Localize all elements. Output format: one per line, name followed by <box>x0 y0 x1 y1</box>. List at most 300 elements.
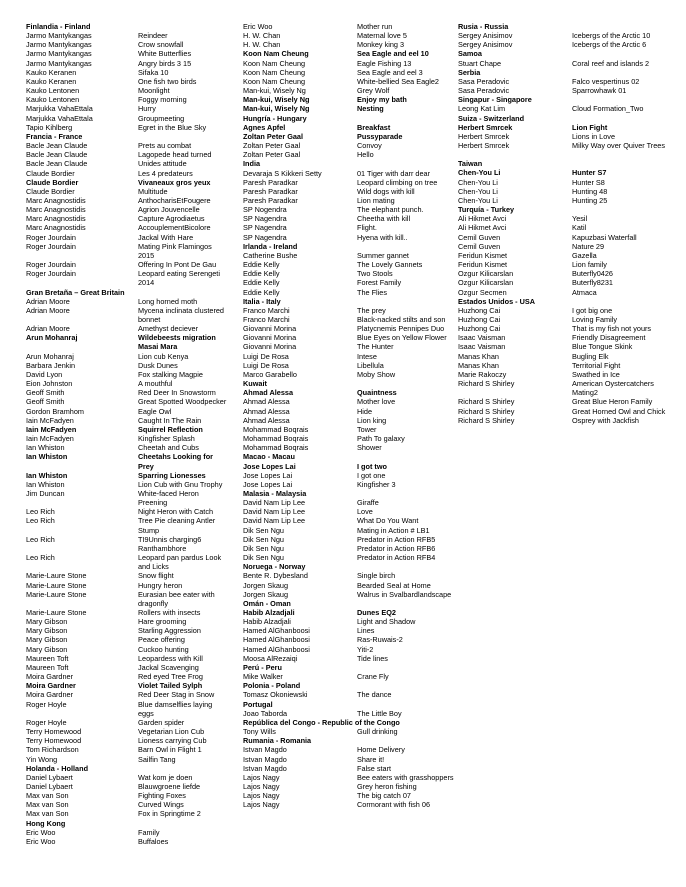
author-name: Devaraja S Kikkeri Setty <box>243 168 322 178</box>
photo-title: Tide lines <box>357 653 388 663</box>
entry-row <box>458 132 676 141</box>
author-name: Marc Anagnostidis <box>26 223 86 233</box>
author-name: Jarmo Mantykangas <box>26 58 92 68</box>
author-name: Huzhong Cai <box>458 324 501 334</box>
photo-title: Light and Shadow <box>357 617 416 627</box>
entry-row <box>26 452 231 470</box>
author-name: Jose Lopes Lai <box>243 479 293 489</box>
country-name: Taiwan <box>458 159 483 169</box>
entry-row <box>243 516 458 525</box>
country-heading <box>458 114 676 123</box>
entry-row <box>26 626 231 635</box>
author-name: Man-kui, Wisely Ng <box>243 95 310 105</box>
entry-row <box>458 31 676 40</box>
photo-title: I got two <box>357 461 387 471</box>
entry-row <box>26 654 231 663</box>
author-name: Eddie Kelly <box>243 260 280 270</box>
country-name: Serbia <box>458 67 481 77</box>
author-name: Ahmad Alessa <box>243 388 294 398</box>
photo-title: White-bellied Sea Eagle2 <box>357 76 439 86</box>
photo-title <box>357 663 458 672</box>
entry-row <box>458 352 676 361</box>
entry-row <box>243 407 458 416</box>
author-name: Gordon Bramhom <box>26 406 84 416</box>
photo-title: Falco vespertinus 02 <box>572 76 640 86</box>
photo-title: Leopard pan pardus Look and Licks <box>138 553 222 572</box>
entry-row <box>243 95 458 104</box>
photo-title: Fox stalking Magpie <box>138 369 203 379</box>
photo-title: Eagle Owl <box>138 406 172 416</box>
author-name: Jarmo Mantykangas <box>26 40 92 50</box>
entry-row <box>243 425 458 434</box>
photo-title: Icebergs of the Arctic 6 <box>572 40 647 50</box>
author-name: Tomasz Okoniewski <box>243 690 308 700</box>
photo-title: Share it! <box>357 754 385 764</box>
photo-title: Lion king <box>357 415 387 425</box>
entry-row <box>243 123 458 132</box>
author-name: Huzhong Cai <box>458 314 501 324</box>
author-name: Joao Taborda <box>243 708 288 718</box>
photo-title: Intese <box>357 351 377 361</box>
photo-title: Convoy <box>357 141 382 151</box>
entry-row <box>26 370 231 379</box>
author-name: Dik Sen Ngu <box>243 534 284 544</box>
entry-row <box>26 214 231 223</box>
country-name: Gran Bretaña – Great Britain <box>26 287 125 297</box>
entry-row <box>26 159 231 168</box>
entry-row <box>243 526 458 535</box>
photo-title: Mycena inclinata clustered bonnet <box>138 305 224 324</box>
photo-title: Caught In The Rain <box>138 415 202 425</box>
photo-title: Red Deer In Snowstorm <box>138 388 216 398</box>
author-name: Roger Jourdain <box>26 269 76 279</box>
entry-row <box>458 77 676 86</box>
entry-row <box>458 397 676 406</box>
entry-row <box>26 791 231 800</box>
photo-title: Summer gannet <box>357 250 409 260</box>
author-name: Marco Garabello <box>243 369 297 379</box>
photo-title: Eagle Fishing 13 <box>357 58 412 68</box>
author-name: Claude Bordier <box>26 177 79 187</box>
photo-title <box>138 22 231 31</box>
country-heading <box>26 764 231 773</box>
photo-title: Sparrowhawk 01 <box>572 86 627 96</box>
photo-title: Fox in Springtime 2 <box>138 809 201 819</box>
photo-title <box>357 736 458 745</box>
entry-row <box>26 480 231 489</box>
photo-title: Multitude <box>138 186 168 196</box>
author-name: David Nam Lip Lee <box>243 498 306 508</box>
photo-title: The dance <box>357 690 392 700</box>
photo-title <box>357 700 458 709</box>
spacer <box>458 150 676 159</box>
photo-title: Groupmeeting <box>138 113 185 123</box>
author-name: Roger Jourdain <box>26 232 76 242</box>
entry-row <box>243 223 458 232</box>
entry-row <box>26 333 231 342</box>
photo-title <box>138 288 231 297</box>
author-name <box>26 342 138 351</box>
entry-row <box>243 626 458 635</box>
country-heading <box>26 288 231 297</box>
author-name: Giovanni Morina <box>243 333 297 343</box>
country-name: Macao - Macau <box>243 452 295 462</box>
entry-row <box>243 77 458 86</box>
photo-title: Leopard climbing on tree <box>357 177 438 187</box>
entry-row <box>458 168 676 177</box>
photo-title: Quaintness <box>357 388 397 398</box>
photo-title <box>572 159 676 168</box>
author-name: Eddie Kelly <box>243 287 280 297</box>
author-name: Kauko Keranen <box>26 76 77 86</box>
entry-row <box>243 544 458 553</box>
entry-row <box>26 828 231 837</box>
entry-row <box>243 608 458 617</box>
author-name: Kauko Lentonen <box>26 86 80 96</box>
photo-title <box>357 452 458 461</box>
author-name: Terry Homewood <box>26 727 82 737</box>
author-name: Paresh Paradkar <box>243 177 298 187</box>
author-name: Iain McFadyen <box>26 434 74 444</box>
photo-title <box>357 297 458 306</box>
photo-title: I got one <box>357 470 386 480</box>
entry-row <box>26 397 231 406</box>
entry-row <box>458 416 676 425</box>
country-name: Finlandia - Finland <box>26 22 91 31</box>
author-name: Eric Woo <box>26 836 56 846</box>
country-heading <box>243 562 458 571</box>
entry-row <box>458 278 676 287</box>
photo-title: Garden spider <box>138 717 185 727</box>
author-name: Daniel Lybaert <box>26 781 73 791</box>
author-name: David Lyon <box>26 369 63 379</box>
entry-row <box>26 123 231 132</box>
photo-title: Sailfin Tang <box>138 754 176 764</box>
photo-title <box>572 205 676 214</box>
entry-row <box>26 361 231 370</box>
photo-title <box>357 159 458 168</box>
photo-title: Tree Pie cleaning Antler Stump <box>138 516 216 535</box>
entry-row <box>243 397 458 406</box>
photo-title <box>357 718 458 727</box>
entry-row <box>243 31 458 40</box>
entry-row <box>243 178 458 187</box>
country-name: Suiza - Switzerland <box>458 113 525 123</box>
photo-title: Shower <box>357 443 382 453</box>
photo-title: Prets au combat <box>138 141 192 151</box>
author-name: Moira Gardner <box>26 672 74 682</box>
photo-title: Bee eaters with grasshoppers <box>357 772 454 782</box>
entry-row <box>243 755 458 764</box>
entry-row <box>458 40 676 49</box>
country-name: Turquía - Turkey <box>458 205 515 215</box>
photo-title: Mother love <box>357 397 396 407</box>
author-name: Istvan Magdo <box>243 754 287 764</box>
entry-row <box>458 333 676 342</box>
photo-title: Kingfisher 3 <box>357 479 396 489</box>
entry-row <box>458 233 676 242</box>
entry-row <box>458 214 676 223</box>
author-name: Marjukka VahaEttala <box>26 113 93 123</box>
photo-title: Cheetahs Looking for Prey <box>138 452 213 471</box>
author-name: Lajos Nagy <box>243 800 280 810</box>
author-name: Marjukka VahaEttala <box>26 104 93 114</box>
entry-row <box>458 361 676 370</box>
photo-title <box>572 297 676 306</box>
photo-title: Blue Tongue Skink <box>572 342 633 352</box>
photo-title: White Butterflies <box>138 49 192 59</box>
entry-row <box>26 178 231 187</box>
photo-title: White-faced Heron Preening <box>138 488 199 508</box>
photo-title: Hunter S8 <box>572 177 605 187</box>
photo-title: Nature 29 <box>572 241 605 251</box>
author-name: Giovanni Morina <box>243 342 297 352</box>
author-name: Ali Hikmet Avci <box>458 214 507 224</box>
author-name: Habib Alzadjali <box>243 608 295 617</box>
entry-row <box>26 672 231 681</box>
entry-row <box>243 68 458 77</box>
photo-title: Loving Family <box>572 314 618 324</box>
entry-row <box>458 141 676 150</box>
entry-row <box>26 782 231 791</box>
country-heading <box>26 132 231 141</box>
photo-title: Kingfisher Splash <box>138 434 195 444</box>
entry-row <box>26 260 231 269</box>
author-name: Maureen Toft <box>26 662 69 672</box>
entry-row <box>458 288 676 297</box>
entry-row <box>243 745 458 754</box>
entry-row <box>243 187 458 196</box>
author-name: Barbara Jenkin <box>26 360 76 370</box>
author-name: Chen-You Li <box>458 177 498 187</box>
country-heading <box>243 379 458 388</box>
photo-title: Hide <box>357 406 373 416</box>
author-name: Yin Wong <box>26 754 58 764</box>
photo-title <box>357 114 458 123</box>
entry-row <box>26 223 231 232</box>
entry-row <box>243 462 458 471</box>
photo-title: Hyena with kill.. <box>357 232 408 242</box>
author-name: Stuart Chape <box>458 58 501 68</box>
author-name: Eric Woo <box>26 827 56 837</box>
photo-title: Reindeer <box>138 31 168 41</box>
author-name: David Nam Lip Lee <box>243 507 306 517</box>
author-name: Jarmo Mantykangas <box>26 49 92 59</box>
author-name: Mary Gibson <box>26 617 68 627</box>
country-name: Kuwait <box>243 379 267 389</box>
author-name: Moira Gardner <box>26 681 76 691</box>
author-name: Chen-You Li <box>458 168 501 178</box>
entry-row <box>243 571 458 580</box>
author-name: Roger Hoyle <box>26 717 67 727</box>
photo-title <box>572 68 676 77</box>
author-name: Franco Marchi <box>243 305 290 315</box>
author-name: Herbert Smrcek <box>458 122 513 132</box>
country-name: India <box>243 159 261 169</box>
photo-title: Vegetarian Lion Cub <box>138 727 205 737</box>
photo-title: The Flies <box>357 287 388 297</box>
photo-title: Hare grooming <box>138 617 187 627</box>
entry-row <box>243 40 458 49</box>
author-name: SP Nagendra <box>243 223 287 233</box>
author-name: Marc Anagnostidis <box>26 214 86 224</box>
photo-title: Red Deer Stag in Snow <box>138 690 215 700</box>
photo-title <box>572 95 676 104</box>
author-name: Ian Whiston <box>26 443 65 453</box>
author-name: Zoltan Peter Gaal <box>243 131 304 141</box>
photo-title: Pussyparade <box>357 131 403 141</box>
photo-title: Family <box>138 827 160 837</box>
entry-row <box>26 205 231 214</box>
photo-title: Bugling Elk <box>572 351 609 361</box>
entry-row <box>243 196 458 205</box>
photo-title: Kapuzbasi Waterfall <box>572 232 637 242</box>
entry-row <box>243 791 458 800</box>
photo-title: Great Horned Owl and Chick <box>572 406 666 416</box>
country-heading <box>243 297 458 306</box>
entry-row <box>26 690 231 699</box>
author-name: Herbert Smrcek <box>458 131 510 141</box>
entry-row <box>26 434 231 443</box>
photo-title: Yiti-2 <box>357 644 374 654</box>
entry-row <box>26 727 231 736</box>
photo-title: Icebergs of the Arctic 10 <box>572 31 651 41</box>
entry-row <box>243 260 458 269</box>
photo-title <box>138 764 231 773</box>
author-name: Jorgen Skaug <box>243 580 289 590</box>
entry-row <box>458 306 676 315</box>
photo-title: Coral reef and islands 2 <box>572 58 650 68</box>
entry-row <box>26 86 231 95</box>
author-name: Habib Alzadjali <box>243 617 291 627</box>
entry-row <box>243 361 458 370</box>
entry-row <box>26 645 231 654</box>
author-name: Geoff Smith <box>26 397 65 407</box>
author-name: Paresh Paradkar <box>243 186 298 196</box>
country-heading <box>243 159 458 168</box>
country-heading <box>243 681 458 690</box>
entry-row <box>26 95 231 104</box>
country-heading <box>458 49 676 58</box>
author-name: Max van Son <box>26 809 69 819</box>
author-name: Tapio Kihlberg <box>26 122 73 132</box>
entry-row <box>243 205 458 214</box>
entry-row <box>26 571 231 580</box>
entry-row <box>243 104 458 113</box>
author-name: Lajos Nagy <box>243 791 280 801</box>
photo-title: Lioness carrying Cub <box>138 736 207 746</box>
photo-title: Predator in Action RFB6 <box>357 543 436 553</box>
author-name: Paresh Paradkar <box>243 195 298 205</box>
column-left <box>26 22 231 846</box>
author-name: Eion Johnston <box>26 379 73 389</box>
country-heading <box>243 599 458 608</box>
country-name: República del Congo - Republic of the Congo <box>243 717 400 727</box>
photo-title: AnthocharisEtFougere <box>138 195 211 205</box>
country-heading <box>243 452 458 461</box>
country-heading <box>458 159 676 168</box>
entry-row <box>26 809 231 818</box>
entry-row <box>243 288 458 297</box>
photo-title: Predator in Action RFB4 <box>357 553 436 563</box>
entry-row <box>243 507 458 516</box>
entry-row <box>243 342 458 351</box>
author-name: Marie-Laure Stone <box>26 589 87 599</box>
entry-row <box>458 407 676 416</box>
author-name: Herbert Smrcek <box>458 141 510 151</box>
entry-row <box>26 49 231 58</box>
author-name: Koon Nam Cheung <box>243 58 306 68</box>
country-name: Polonia - Poland <box>243 681 301 691</box>
entry-row <box>458 187 676 196</box>
photo-title: Blauwgroene liefde <box>138 781 201 791</box>
author-name: Marie-Laure Stone <box>26 580 87 590</box>
photo-title: Libellula <box>357 360 384 370</box>
photo-title <box>357 562 458 571</box>
entry-row <box>458 379 676 397</box>
author-name: Moosa AlRezaiqi <box>243 653 298 663</box>
entry-row <box>26 681 231 690</box>
entry-row <box>243 764 458 773</box>
photo-title: Predator in Action RFB5 <box>357 534 436 544</box>
author-name: Max van Son <box>26 800 69 810</box>
photo-title <box>572 22 676 31</box>
entry-row <box>26 471 231 480</box>
photo-title: AccouplementBicolore <box>138 223 211 233</box>
author-name: Ian Whiston <box>26 479 65 489</box>
author-name: Agnes Apfel <box>243 122 286 132</box>
entry-row <box>458 269 676 278</box>
entry-row <box>26 489 231 507</box>
author-name: Claude Bordier <box>26 186 75 196</box>
entry-row <box>243 471 458 480</box>
author-name: Man-kui, Wisely Ng <box>243 86 306 96</box>
country-heading <box>458 297 676 306</box>
entry-row <box>26 837 231 846</box>
entry-row <box>458 104 676 113</box>
author-name: Mohammad Boqrais <box>243 434 309 444</box>
entry-row <box>26 352 231 361</box>
photo-title: Peace offering <box>138 635 185 645</box>
entry-row <box>243 150 458 159</box>
photo-title: Maternal love 5 <box>357 31 407 41</box>
entry-row <box>458 370 676 379</box>
entry-row <box>26 306 231 324</box>
entry-row <box>26 553 231 571</box>
photo-title: One fish two birds <box>138 76 197 86</box>
photo-title <box>357 599 458 608</box>
photo-title: Buffaloes <box>138 836 169 846</box>
author-name: Dik Sen Ngu <box>243 553 284 563</box>
entry-row <box>243 306 458 315</box>
author-name: Ozgur Kilicarslan <box>458 269 514 279</box>
entry-row <box>458 342 676 351</box>
country-name: Francia - France <box>26 131 83 141</box>
author-name: Iain McFadyen <box>26 415 74 425</box>
country-heading <box>243 663 458 672</box>
entry-row <box>243 49 458 58</box>
photo-title: Mother run <box>357 22 393 31</box>
author-name: Franco Marchi <box>243 315 290 324</box>
photo-title: Blue Eyes on Yellow Flower <box>357 333 447 343</box>
author-name: Ian Whiston <box>26 452 68 462</box>
photo-title <box>138 132 231 141</box>
entry-row <box>458 251 676 260</box>
author-name: Roger Jourdain <box>26 241 76 251</box>
entry-row <box>26 608 231 617</box>
entry-row <box>26 755 231 764</box>
photo-title: Buterfly8231 <box>572 278 613 288</box>
